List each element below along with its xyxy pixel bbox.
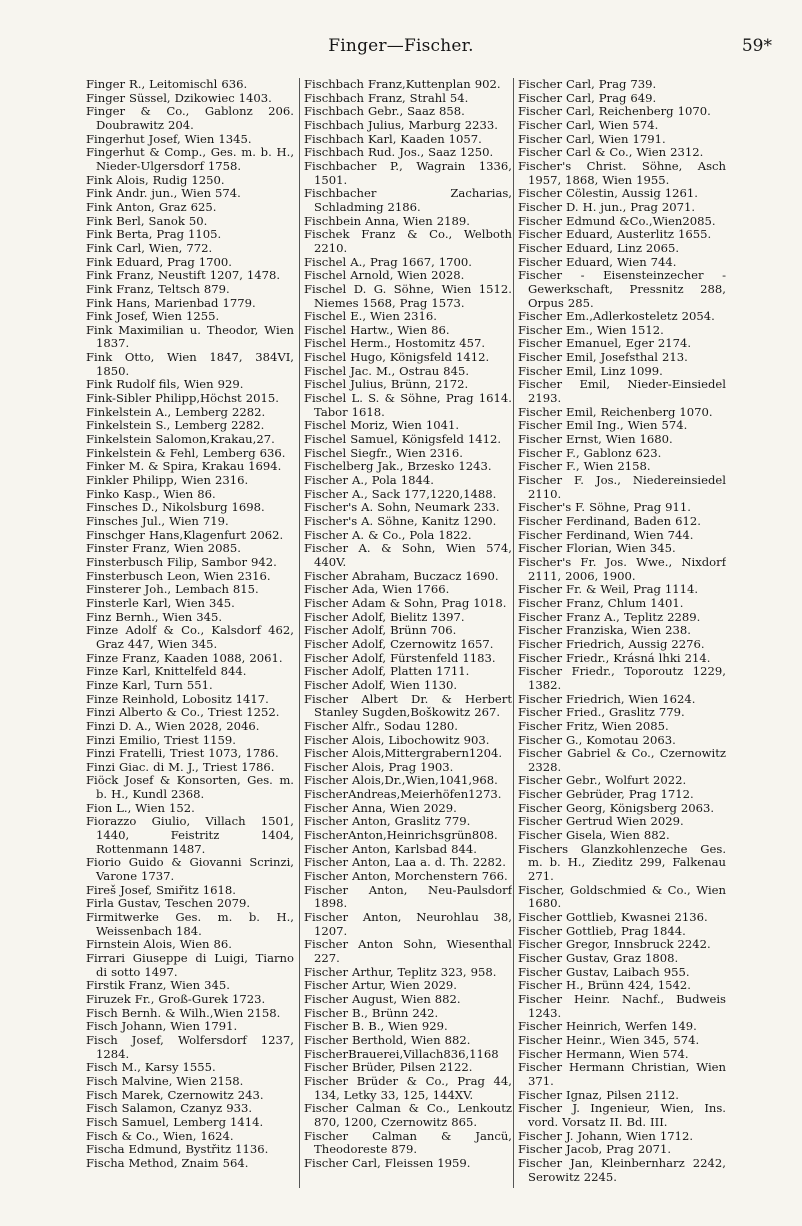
directory-entry: Fischer Anton, Morchenstern 766. xyxy=(304,869,508,884)
directory-entry: Fischer Carl & Co., Wien 2312. xyxy=(518,145,704,160)
directory-entry: Fischer Anton Sohn, Wiesenthal 227. xyxy=(304,937,512,965)
directory-entry: Finger R., Leitomischl 636. xyxy=(86,78,248,91)
directory-entry: Fink Berta, Prag 1105. xyxy=(86,227,222,242)
directory-entry: Fischer Emil, Linz 1099. xyxy=(518,363,663,378)
directory-entry: Finzi Giac. di M. J., Triest 1786. xyxy=(86,759,275,774)
directory-entry: Fink Franz, Teltsch 879. xyxy=(86,281,230,296)
directory-entry: Finkelstein S., Lemberg 2282. xyxy=(86,418,265,433)
directory-entry: Finkelstein & Fehl, Lemberg 636. xyxy=(86,445,286,460)
directory-entry: Fischer Gustav, Graz 1808. xyxy=(518,951,679,965)
directory-entry: Fisch Salamon, Czanyz 933. xyxy=(86,1101,253,1116)
directory-entry: Finkler Philipp, Wien 2316. xyxy=(86,473,249,488)
directory-entry: Fischbach Karl, Kaaden 1057. xyxy=(304,131,482,146)
page-number: 59* xyxy=(741,36,772,56)
directory-entry: Fischer Jan, Kleinbernharz 2242, Serowitz 2245. xyxy=(518,1155,726,1184)
directory-entry: Fink Carl, Wien, 772. xyxy=(86,240,213,255)
directory-entry: Fisch & Co., Wien, 1624. xyxy=(86,1128,234,1143)
directory-entry: Fischel Hartw., Wien 86. xyxy=(304,322,450,337)
directory-entry: Fischbach Franz, Strahl 54. xyxy=(304,90,469,105)
directory-entry: Fischer Anton, Laa a. d. Th. 2282. xyxy=(304,855,506,870)
directory-entry: Finster Franz, Wien 2085. xyxy=(86,541,241,556)
directory-entry: Fischer's A. Sohn, Neumark 233. xyxy=(304,500,500,515)
directory-entry: Fischer Florian, Wien 345. xyxy=(518,541,676,556)
directory-entry: Fischer A., Pola 1844. xyxy=(304,473,434,488)
directory-entry: Fischer Gisela, Wien 882. xyxy=(518,828,670,843)
directory-entry: Finker M. & Spira, Krakau 1694. xyxy=(86,459,282,474)
directory-entry: Fischel A., Prag 1667, 1700. xyxy=(304,254,472,269)
directory-entry: Fischer F. Jos., Niedereinsiedel 2110. xyxy=(518,473,726,501)
directory-entry: Fink-Sibler Philipp,Höchst 2015. xyxy=(86,391,279,406)
directory-entry: Fink Josef, Wien 1255. xyxy=(86,309,220,324)
directory-entry: Fischer Carl, Reichenberg 1070. xyxy=(518,104,711,119)
directory-entry: Fingerhut Josef, Wien 1345. xyxy=(86,131,252,146)
directory-entry: Fischer Abraham, Buczacz 1690. xyxy=(304,568,499,583)
directory-entry: Fischelberg Jak., Brzesko 1243. xyxy=(304,459,492,474)
directory-entry: Fischer D. H. jun., Prag 2071. xyxy=(518,199,696,214)
directory-column-3 xyxy=(518,78,726,1198)
directory-entry: Fischer Anton, Karlsbad 844. xyxy=(304,841,477,856)
directory-entry: Finsterle Karl, Wien 345. xyxy=(86,595,235,610)
directory-entry: Fischer August, Wien 882. xyxy=(304,991,461,1006)
directory-entry: Fischer Ignaz, Pilsen 2112. xyxy=(518,1087,679,1102)
directory-entry: Fischer Fr. & Weil, Prag 1114. xyxy=(518,582,699,597)
directory-entry: Finger Süssel, Dzikowiec 1403. xyxy=(86,90,272,105)
directory-entry: Fink Franz, Neustift 1207, 1478. xyxy=(86,268,281,283)
directory-entry: Fischer Gregor, Innsbruck 2242. xyxy=(518,937,711,952)
directory-entry: Fischel Hugo, Königsfeld 1412. xyxy=(304,350,490,365)
directory-entry: Fingerhut & Comp., Ges. m. b. H., Nieder-Ulgersdorf 1758. xyxy=(86,145,294,173)
directory-entry: Firuzek Fr., Groß-Gurek 1723. xyxy=(86,991,266,1006)
directory-entry: Fischer Adam & Sohn, Prag 1018. xyxy=(304,595,507,610)
directory-entry: Fischa Method, Znaim 564. xyxy=(86,1155,249,1170)
directory-entry: Fischer Anton, Neu-Paulsdorf 1898. xyxy=(304,882,512,911)
directory-entry: Fink Berl, Sanok 50. xyxy=(86,213,208,228)
directory-entry: Fischer Gustav, Laibach 955. xyxy=(518,964,690,979)
directory-entry: Fischer Carl, Prag 739. xyxy=(518,78,657,91)
directory-entry: Fischer Anna, Wien 2029. xyxy=(304,800,457,815)
directory-entry: Fischer Adolf, Wien 1130. xyxy=(304,677,458,692)
directory-entry: Fisch Johann, Wien 1791. xyxy=(86,1019,238,1034)
directory-entry: Fischer Anton, Neurohlau 38, 1207. xyxy=(304,910,512,938)
directory-entry: Fischer Friedr., Krásná lhki 214. xyxy=(518,650,711,665)
directory-entry: Fischer Edmund &Co.,Wien2085. xyxy=(518,213,716,228)
directory-entry: Finsterer Joh., Lembach 815. xyxy=(86,582,259,597)
directory-entry: Fischer Franziska, Wien 238. xyxy=(518,623,691,638)
directory-entry: Finze Karl, Turn 551. xyxy=(86,677,213,692)
directory-entry: Fink Hans, Marienbad 1779. xyxy=(86,295,256,310)
directory-entry: Finkelstein A., Lemberg 2282. xyxy=(86,404,266,419)
directory-entry: Fischer F., Wien 2158. xyxy=(518,459,651,474)
directory-entry: Fink Andr. jun., Wien 574. xyxy=(86,186,241,201)
directory-entry: Fischer Artur, Wien 2029. xyxy=(304,978,457,993)
directory-entry: Fischbacher Zacharias, Schladming 2186. xyxy=(304,186,512,214)
directory-entry: Fischer Gertrud Wien 2029. xyxy=(518,814,684,829)
directory-entry: Fischer Adolf, Czernowitz 1657. xyxy=(304,636,494,651)
directory-entry: Fischer Heinrich, Werfen 149. xyxy=(518,1019,697,1034)
directory-entry: Finsterbusch Leon, Wien 2316. xyxy=(86,568,271,583)
directory-entry: Fireš Josef, Smiřitz 1618. xyxy=(86,882,236,897)
directory-entry: Finze Adolf & Co., Kalsdorf 462, Graz 447, Wien 345. xyxy=(86,623,294,651)
directory-entry: Fischer - Eisensteinzecher - Gewerkschaft, Pressnitz 288, Orpus 285. xyxy=(518,268,726,310)
directory-entry: Fischel Samuel, Königsfeld 1412. xyxy=(304,432,502,447)
directory-entry: Fischer Hermann, Wien 574. xyxy=(518,1046,689,1061)
directory-entry: Finzi D. A., Wien 2028, 2046. xyxy=(86,718,260,733)
directory-entry: Fion L., Wien 152. xyxy=(86,800,195,815)
directory-entry: Fisch Josef, Wolfersdorf 1237, 1284. xyxy=(86,1032,294,1061)
directory-entry: Fink Anton, Graz 625. xyxy=(86,199,217,214)
directory-entry: Fischel L. S. & Söhne, Prag 1614. Tabor 1618. xyxy=(304,391,512,419)
directory-entry: Finzi Alberto & Co., Triest 1252. xyxy=(86,705,280,720)
directory-entry: Fischer Fried., Graslitz 779. xyxy=(518,705,685,720)
directory-entry: Fischer's F. Söhne, Prag 911. xyxy=(518,500,691,515)
directory-entry: Fischer Cölestin, Aussig 1261. xyxy=(518,186,698,201)
directory-entry: Fischer Adolf, Platten 1711. xyxy=(304,664,470,679)
directory-entry: Fischer Georg, Königsberg 2063. xyxy=(518,800,715,815)
directory-entry: Fischer Adolf, Fürstenfeld 1183. xyxy=(304,650,496,665)
directory-entry: Firrari Giuseppe di Luigi, Tiarno di sotto 1497. xyxy=(86,951,294,979)
directory-entry: Fischer Fritz, Wien 2085. xyxy=(518,718,669,733)
directory-entry: Fisch Malvine, Wien 2158. xyxy=(86,1073,244,1088)
directory-entry: Fischer Ada, Wien 1766. xyxy=(304,582,450,597)
directory-entry: Fischer Alois, Libochowitz 903. xyxy=(304,732,490,747)
directory-entry: Fischer Friedrich, Wien 1624. xyxy=(518,691,696,706)
directory-entry: Fischbach Julius, Marburg 2233. xyxy=(304,117,498,132)
directory-entry: Fischel Herm., Hostomitz 457. xyxy=(304,336,486,351)
directory-entry: Fischer Gottlieb, Prag 1844. xyxy=(518,923,686,938)
directory-entry: Finzi Fratelli, Triest 1073, 1786. xyxy=(86,746,279,761)
directory-entry: Fischer Alois, Prag 1903. xyxy=(304,759,454,774)
directory-entry: Fisch Marek, Czernowitz 243. xyxy=(86,1087,264,1102)
directory-entry: Fischer Em.,Adlerkosteletz 2054. xyxy=(518,309,715,324)
directory-entry: Fischer Emil, Reichenberg 1070. xyxy=(518,404,713,419)
directory-entry: Fischer Alois,Dr.,Wien,1041,968. xyxy=(304,773,498,788)
directory-entry: Fischer, Goldschmied & Co., Wien 1680. xyxy=(518,882,726,911)
directory-entry: Fischer Emil Ing., Wien 574. xyxy=(518,418,688,433)
directory-entry: Fischbein Anna, Wien 2189. xyxy=(304,213,470,228)
directory-entry: Finkelstein Salomon,Krakau,27. xyxy=(86,432,275,447)
directory-entry: Firstik Franz, Wien 345. xyxy=(86,978,230,993)
directory-entry: Fischel D. G. Söhne, Wien 1512. Niemes 1568, Prag 1573. xyxy=(304,281,512,310)
directory-entry: Fischer Brüder & Co., Prag 44, 134, Letky 33, 125, 144XV. xyxy=(304,1073,512,1102)
page-title: Finger—Fischer. xyxy=(328,36,474,56)
directory-entry: Fischel E., Wien 2316. xyxy=(304,309,437,324)
directory-entry: FischerAnton,Heinrichsgrün808. xyxy=(304,828,498,843)
directory-entry: FischerBrauerei,Villach836,1168 xyxy=(304,1046,499,1061)
directory-entry: Fischer Carl, Wien 1791. xyxy=(518,131,666,146)
directory-entry: Fischer Franz A., Teplitz 2289. xyxy=(518,609,701,624)
directory-entry: Fischel Siegfr., Wien 2316. xyxy=(304,445,463,460)
directory-entry: Fischer Brüder, Pilsen 2122. xyxy=(304,1060,473,1075)
directory-entry: Fischer Anton, Graslitz 779. xyxy=(304,814,471,829)
directory-entry: Fischer Berthold, Wien 882. xyxy=(304,1032,471,1047)
directory-entry: Fisch Bernh. & Wilh.,Wien 2158. xyxy=(86,1005,281,1020)
directory-entry: Fischer H., Brünn 424, 1542. xyxy=(518,978,691,993)
directory-entry: Fischer Adolf, Bielitz 1397. xyxy=(304,609,465,624)
directory-entry: Finsches Jul., Wien 719. xyxy=(86,514,229,528)
directory-entry: Fischer Eduard, Wien 744. xyxy=(518,254,677,269)
directory-entry: Fischer Emanuel, Eger 2174. xyxy=(518,336,692,351)
directory-entry: Fischer Calman & Co., Lenkoutz 870, 1200, Czernowitz 865. xyxy=(304,1101,512,1129)
directory-entry: Fischer B., Brünn 242. xyxy=(304,1005,439,1020)
directory-entry: Firla Gustav, Teschen 2079. xyxy=(86,896,251,911)
directory-entry: Fiöck Josef & Konsorten, Ges. m. b. H., Kundl 2368. xyxy=(86,773,294,802)
directory-entry: Fiorio Guido & Giovanni Scrinzi, Varone 1737. xyxy=(86,855,294,884)
directory-entry: Fischer's Fr. Jos. Wwe., Nixdorf 2111, 2006, 1900. xyxy=(518,554,726,583)
directory-entry: Finko Kasp., Wien 86. xyxy=(86,486,216,501)
directory-entry: Firnstein Alois, Wien 86. xyxy=(86,937,232,952)
directory-entry: Fischer J. Ingenieur, Wien, Ins. vord. Vorsatz II. Bd. III. xyxy=(518,1101,726,1129)
directory-entry: Fischer Eduard, Linz 2065. xyxy=(518,240,680,255)
directory-entry: Fischer Friedrich, Aussig 2276. xyxy=(518,636,705,651)
directory-entry: Fischer Alois,Mittergrabern1204. xyxy=(304,746,503,761)
directory-entry: Fischer Jacob, Prag 2071. xyxy=(518,1142,672,1157)
directory-entry: Fischer Emil, Nieder-Einsiedel 2193. xyxy=(518,377,726,406)
directory-entry: FischerAndreas,Meierhöfen1273. xyxy=(304,787,502,802)
directory-entry: Fischer Ernst, Wien 1680. xyxy=(518,432,673,447)
directory-entry: Fischer J. Johann, Wien 1712. xyxy=(518,1128,694,1143)
directory-column-1 xyxy=(86,78,294,1198)
directory-entry: Fischer Heinr. Nachf., Budweis 1243. xyxy=(518,991,726,1020)
directory-entry: Finze Reinhold, Lobositz 1417. xyxy=(86,691,269,706)
directory-entry: Fischer Albert Dr. & Herbert Stanley Sugden,Boškowitz 267. xyxy=(304,691,512,720)
directory-entry: Fischer's Christ. Söhne, Asch 1957, 1868, Wien 1955. xyxy=(518,158,726,187)
directory-entry: Finschger Hans,Klagenfurt 2062. xyxy=(86,527,284,542)
directory-entry: Fischer G., Komotau 2063. xyxy=(518,732,676,747)
directory-entry: Fischer Alfr., Sodau 1280. xyxy=(304,718,458,733)
directory-entry: Fink Alois, Rudig 1250. xyxy=(86,172,225,187)
directory-entry: Fischer Emil, Josefsthal 213. xyxy=(518,350,688,365)
directory-entry: Fischer A., Sack 177,1220,1488. xyxy=(304,486,497,501)
directory-entry: Fisch Samuel, Lemberg 1414. xyxy=(86,1114,264,1129)
directory-entry: Fischer Hermann Christian, Wien 371. xyxy=(518,1060,726,1088)
directory-entry: Fink Eduard, Prag 1700. xyxy=(86,254,232,269)
directory-entry: Fink Rudolf fils, Wien 929. xyxy=(86,377,244,392)
directory-entry: Fisch M., Karsy 1555. xyxy=(86,1060,216,1075)
directory-columns xyxy=(86,78,776,1198)
directory-column-2 xyxy=(304,78,512,1198)
directory-entry: Fischel Julius, Brünn, 2172. xyxy=(304,377,469,392)
directory-entry: Finger & Co., Gablonz 206. Doubrawitz 204. xyxy=(86,104,294,132)
directory-entry: Fischbacher P., Wagrain 1336, 1501. xyxy=(304,158,512,187)
directory-entry: Fischer Eduard, Austerlitz 1655. xyxy=(518,227,712,242)
directory-entry: Fischer Franz, Chlum 1401. xyxy=(518,595,684,610)
directory-entry: Fischer Ferdinand, Baden 612. xyxy=(518,514,701,528)
directory-entry: Fischer Gebrüder, Prag 1712. xyxy=(518,787,694,802)
directory-entry: Fischer F., Gablonz 623. xyxy=(518,445,662,460)
directory-entry: Firmitwerke Ges. m. b. H., Weissenbach 184. xyxy=(86,910,294,938)
directory-entry: Fink Maximilian u. Theodor, Wien 1837. xyxy=(86,322,294,351)
directory-entry: Fischel Moriz, Wien 1041. xyxy=(304,418,460,433)
directory-entry: Fischa Edmund, Bystřitz 1136. xyxy=(86,1142,269,1157)
directory-entry: Fischer B. B., Wien 929. xyxy=(304,1019,448,1034)
directory-entry: Fischer A. & Sohn, Wien 574, 440V. xyxy=(304,541,512,569)
directory-entry: Fischer Carl, Wien 574. xyxy=(518,117,659,132)
page-header xyxy=(0,36,802,58)
directory-entry: Fischel Arnold, Wien 2028. xyxy=(304,268,465,283)
directory-entry: Fischer's A. Söhne, Kanitz 1290. xyxy=(304,514,497,528)
directory-entry: Fink Otto, Wien 1847, 384VI, 1850. xyxy=(86,350,294,378)
directory-entry: Fischer Calman & Jancü, Theodoreste 879. xyxy=(304,1128,512,1157)
directory-entry: Fischer Heinr., Wien 345, 574. xyxy=(518,1032,700,1047)
directory-entry: Fischek Franz & Co., Welboth 2210. xyxy=(304,227,512,255)
directory-entry: Fischer Friedr., Toporoutz 1229, 1382. xyxy=(518,664,726,692)
directory-entry: Fischer Gottlieb, Kwasnei 2136. xyxy=(518,910,708,925)
directory-entry: Fischer Ferdinand, Wien 744. xyxy=(518,527,694,542)
directory-entry: Fischer Carl, Prag 649. xyxy=(518,90,657,105)
directory-entry: Fischer Arthur, Teplitz 323, 958. xyxy=(304,964,497,979)
directory-entry: Finz Bernh., Wien 345. xyxy=(86,609,223,624)
directory-entry: Finze Karl, Knittelfeld 844. xyxy=(86,664,247,679)
directory-entry: Fischbach Gebr., Saaz 858. xyxy=(304,104,465,119)
directory-entry: Fischbach Franz,Kuttenplan 902. xyxy=(304,78,501,91)
directory-entry: Fischer Adolf, Brünn 706. xyxy=(304,623,457,638)
directory-entry: Fischel Jac. M., Ostrau 845. xyxy=(304,363,470,378)
directory-entry: Fischer Carl, Fleissen 1959. xyxy=(304,1155,471,1170)
directory-entry: Finsterbusch Filip, Sambor 942. xyxy=(86,554,277,569)
directory-entry: Finsches D., Nikolsburg 1698. xyxy=(86,500,265,515)
directory-entry: Fiorazzo Giulio, Villach 1501, 1440, Feistritz 1404, Rottenmann 1487. xyxy=(86,814,294,856)
directory-entry: Finzi Emilio, Triest 1159. xyxy=(86,732,236,747)
directory-entry: Finze Franz, Kaaden 1088, 2061. xyxy=(86,650,283,665)
directory-entry: Fischer Gebr., Wolfurt 2022. xyxy=(518,773,687,788)
directory-entry: Fischer Gabriel & Co., Czernowitz 2328. xyxy=(518,746,726,774)
directory-entry: Fischer A. & Co., Pola 1822. xyxy=(304,527,472,542)
directory-entry: Fischers Glanzkohlenzeche Ges. m. b. H., Zieditz 299, Falkenau 271. xyxy=(518,841,726,884)
directory-entry: Fischer Em., Wien 1512. xyxy=(518,322,664,337)
directory-entry: Fischbach Rud. Jos., Saaz 1250. xyxy=(304,145,494,160)
